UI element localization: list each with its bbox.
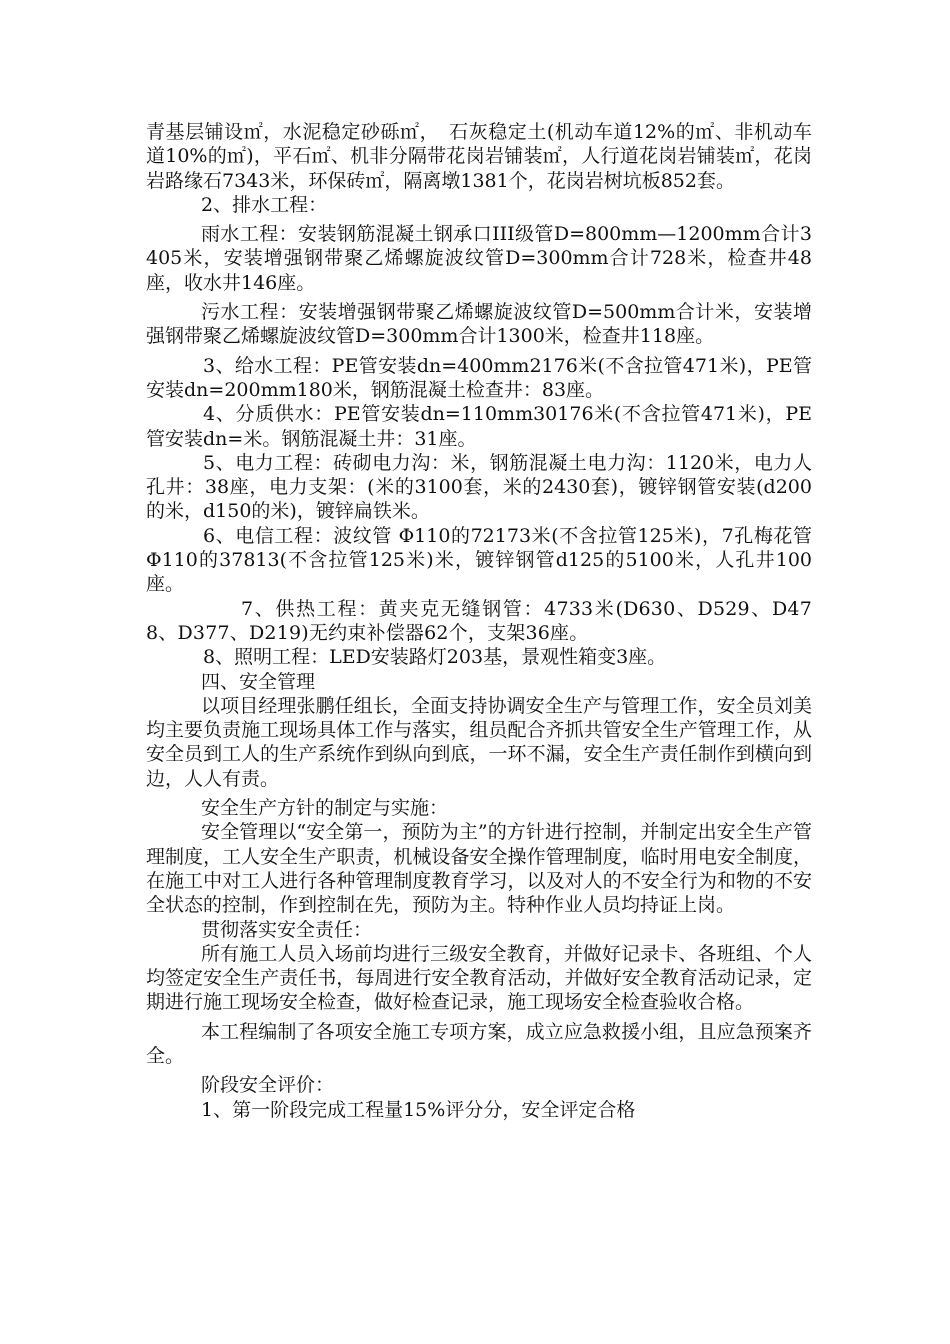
paragraph-sewage: 污水工程：安装增强钢带聚乙烯螺旋波纹管D=500mm合计米，安装增强钢带聚乙烯螺旋波纹管D=300mm合计1300米，检查井118座。: [146, 301, 812, 348]
paragraph-safety-team: 以项目经理张鹏任组长，全面支持协调安全生产与管理工作，安全员刘美均主要负责施工现场具体工作与落实，组员配合齐抓共管安全生产管理工作，从安全员到工人的生产系统作到纵向到底，一环不漏，安全生产责任制作到横向到边，人人有责。: [146, 694, 812, 790]
paragraph-emergency-plan: 本工程编制了各项安全施工专项方案，成立应急救援小组，且应急预案齐全。: [146, 1020, 812, 1067]
paragraph-telecom: 6、电信工程：波纹管 Φ110的72173米(不含拉管125米)，7孔梅花管 Φ110的37813(不含拉管125米)米，镀锌钢管d125的5100米，人孔井100座。: [146, 524, 812, 596]
heading-drainage: 2、排水工程：: [201, 193, 328, 216]
paragraph-safety-policy: 安全管理以“安全第一，预防为主”的方针进行控制，并制定出安全生产管理制度，工人安全生产职责，机械设备安全操作管理制度，临时用电安全制度，在施工中对工人进行各种管理制度教育学习，以及对人的不安全行为和物的不安全状态的控制，作到控制在先，预防为主。特种作业人员均持证上岗。: [146, 821, 812, 917]
paragraph-rainwater: 雨水工程：安装钢筋混凝土钢承口III级管D=800mm—1200mm合计3405米，安装增强钢带聚乙烯螺旋波纹管D=300mm合计728米，检查井48座，收水井146座。: [146, 223, 812, 294]
paragraph-lighting: 8、照明工程：LED安装路灯203基，景观性箱变3座。: [203, 646, 667, 669]
heading-safety-responsibility: 贯彻落实安全责任：: [201, 918, 373, 941]
paragraph-water-supply: 3、给水工程：PE管安装dn=400mm2176米(不含拉管471米)，PE管安装dn=200mm180米，钢筋混凝土检查井：83座。: [146, 354, 812, 401]
heading-safety-management: 四、安全管理: [201, 670, 316, 693]
heading-stage-evaluation: 阶段安全评价：: [201, 1074, 335, 1097]
paragraph-electric: 5、电力工程：砖砌电力沟：米，钢筋混凝土电力沟：1120米，电力人孔井：38座，电力支架：(米的3100套，米的2430套)，镀锌钢管安装(d200的米，d150的米)，镀锌扁铁米。: [146, 451, 812, 523]
paragraph-pavement-materials: 青基层铺设㎡，水泥稳定砂砾㎡， 石灰稳定土(机动车道12%的㎡、非机动车道10%的㎡)，平石㎡、机非分隔带花岗岩铺装㎡，人行道花岗岩铺装㎡，花岗岩路缘石7343米，环保砖㎡，隔离墩1381个，花岗岩树坑板852套。: [146, 121, 812, 192]
paragraph-heating: 7、供热工程：黄夹克无缝钢管：4733米(D630、D529、D478、D377、D219)无约束补偿器62个，支架36座。: [146, 597, 812, 644]
paragraph-safety-education: 所有施工人员入场前均进行三级安全教育，并做好记录卡、各班组、个人均签定安全生产责任书，每周进行安全教育活动，并做好安全教育活动记录，定期进行施工现场安全检查，做好检查记录，施工现场安全检查验收合格。: [146, 942, 812, 1014]
paragraph-stage-one: 1、第一阶段完成工程量15%评分分，安全评定合格: [201, 1098, 636, 1121]
heading-safety-policy: 安全生产方针的制定与实施：: [201, 797, 449, 820]
document-body: [146, 120, 812, 1122]
paragraph-quality-water: 4、分质供水：PE管安装dn=110mm30176米(不含拉管471米)，PE管安装dn=米。钢筋混凝土井：31座。: [146, 403, 812, 450]
